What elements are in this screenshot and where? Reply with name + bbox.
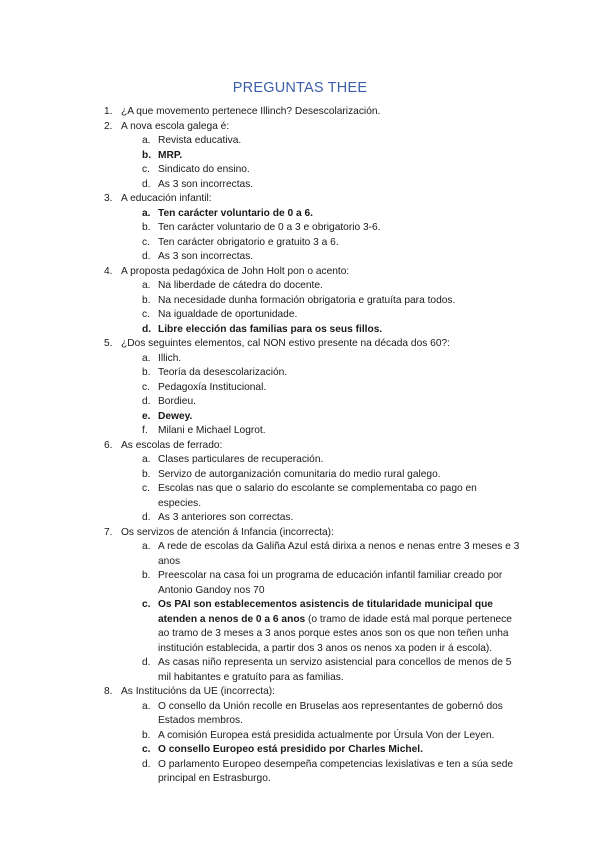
option-text: A rede de escolas da Galiña Azul está dirixa a nenos e nenas entre 3 meses e 3 anos [158,541,520,567]
option-item [0,569,600,598]
option-text: Revista educativa. [158,135,242,146]
option-item [0,236,600,251]
question-item [0,120,600,193]
option-letter: a. [142,454,151,465]
question-list [0,105,600,787]
option-text: Clases particulares de recuperación. [158,454,324,465]
question-text [0,526,600,541]
question-item [0,526,600,686]
option-letter: b. [142,222,151,233]
option-list [0,540,600,685]
option-text: Na liberdade de cátedra do docente. [158,280,323,291]
option-item [0,424,600,439]
option-text: Ten carácter voluntario de 0 a 3 e obrigatorio 3-6. [158,222,381,233]
option-letter: a. [142,280,151,291]
question-text [0,265,600,280]
question-label: ¿Dos seguintes elementos, cal NON estivo presente na década dos 60?: [121,338,451,349]
option-letter: c. [142,164,150,175]
question-number: 3. [104,193,113,204]
option-letter: c. [142,236,150,248]
option-item [0,294,600,309]
option-item [0,482,600,511]
option-item [0,395,600,410]
option-item [0,352,600,367]
option-item [0,308,600,323]
option-item-answer [0,743,600,758]
option-letter: d. [142,512,151,523]
option-item [0,511,600,526]
option-text: Sindicato do ensino. [158,164,250,175]
option-item-answer [0,598,600,656]
option-text: Pedagoxía Institucional. [158,381,267,393]
option-letter: a. [142,541,151,552]
option-item [0,163,600,178]
question-number: 6. [104,439,113,451]
option-text: A comisión Europea está presidida actualmente por Úrsula Von der Leyen. [158,729,495,741]
option-letter: d. [142,758,151,770]
option-item-answer [0,149,600,164]
option-letter: d. [142,323,152,335]
option-text: Dewey. [158,410,193,422]
option-letter: c. [142,599,151,610]
option-item [0,700,600,729]
question-text [0,120,600,135]
question-item [0,265,600,338]
option-item-answer [0,410,600,425]
option-letter: b. [142,149,152,161]
question-number: 5. [104,338,113,349]
option-note: (o tramo de idade está mal porque pertenece ao tramo de 3 meses a 3 anos porque estes anos son os que non teñen unha institución establecida, a partir dos 3 anos os nenos xa poden ir á escola). [158,613,512,654]
option-letter: c. [142,744,151,755]
question-item [0,439,600,526]
question-number: 7. [104,526,113,538]
option-letter: b. [142,367,151,378]
option-list [0,352,600,439]
option-letter: d. [142,178,151,190]
option-text: O consello da Unión recolle en Bruselas aos representantes de gobernó dos Estados membros. [158,700,503,726]
option-letter: a. [142,135,151,146]
option-text: Servizo de autorganización comunitaria do medio rural galego. [158,468,441,480]
option-text: O consello Europeo está presidido por Charles Michel. [158,744,423,755]
option-text: MRP. [158,149,183,161]
option-text: Os PAI son establecementos asistencis de titularidade municipal que atenden a nenos de 0 a 6 anos [158,599,493,625]
option-text: Ten carácter obrigatorio e gratuito 3 a 6. [158,236,339,248]
option-text: Preescolar na casa foi un programa de educación infantil familiar creado por Antonio Gandoy nos 70 [158,570,503,596]
option-item [0,729,600,744]
option-text: As 3 son incorrectas. [158,251,254,262]
option-letter: d. [142,251,151,262]
question-number: 4. [104,265,113,277]
option-text: O parlamento Europeo desempeña competencias lexislativas e ten a súa sede principal en Estrasburgo. [158,758,514,784]
option-letter: f. [142,425,148,436]
option-text: Teoría da desescolarización. [158,367,288,378]
option-text: Bordieu. [158,396,196,407]
option-item [0,178,600,193]
option-item [0,279,600,294]
option-item [0,656,600,685]
option-list [0,207,600,265]
question-number: 2. [104,120,113,132]
option-letter: a. [142,352,151,364]
page-title: PREGUNTAS THEE [232,80,368,96]
option-item [0,468,600,483]
option-letter: d. [142,396,151,407]
option-item [0,453,600,468]
option-text: Ten carácter voluntario de 0 a 6. [158,207,313,219]
option-letter: b. [142,729,151,741]
question-label: A educación infantil: [121,193,212,204]
question-item [0,685,600,787]
option-item-answer [0,323,600,338]
option-text: As casas niño representa un servizo asistencial para concellos de menos de 5 mil habitantes e gratuíto para as familias. [158,657,512,683]
option-list [0,279,600,337]
question-label: As Institucións da UE (incorrecta): [121,686,276,697]
question-item [0,105,600,120]
option-list [0,134,600,192]
option-text: Na necesidade dunha formación obrigatoria e gratuíta para todos. [158,294,456,306]
option-item [0,758,600,787]
option-text: As 3 son incorrectas. [158,178,254,190]
option-text: Escolas nas que o salario do escolante se complementaba co pago en especies. [158,483,477,509]
question-label: ¿A que movemento pertenece Illinch? Desescolarización. [121,106,381,117]
option-letter: b. [142,570,151,581]
option-item-answer [0,207,600,222]
option-list [0,700,600,787]
option-text: Illich. [158,352,182,364]
option-list [0,453,600,526]
option-letter: c. [142,483,150,494]
option-item [0,381,600,396]
option-item [0,134,600,149]
question-text [0,439,600,454]
question-number: 1. [104,106,113,117]
option-letter: b. [142,294,151,306]
question-item [0,192,600,265]
question-label: Os servizos de atención á Infancia (incorrecta): [121,526,334,538]
option-item [0,540,600,569]
option-letter: b. [142,468,151,480]
option-letter: a. [142,207,151,219]
option-text: Milani e Michael Logrot. [158,425,266,436]
option-letter: d. [142,657,151,668]
question-text [0,192,600,207]
option-text: As 3 anteriores son correctas. [158,512,294,523]
option-item [0,221,600,236]
question-item [0,337,600,439]
question-label: A nova escola galega é: [121,120,230,132]
question-number: 8. [104,686,113,697]
option-letter: e. [142,410,151,422]
question-label: As escolas de ferrado: [121,439,223,451]
option-letter: c. [142,309,150,320]
option-text: Libre elección das familias para os seus fillos. [158,323,383,335]
option-letter: a. [142,700,151,712]
option-letter: c. [142,381,150,393]
question-text [0,685,600,700]
question-label: A proposta pedagóxica de John Holt pon o acento: [121,265,350,277]
option-item [0,250,600,265]
question-text [0,105,600,120]
question-text [0,337,600,352]
option-text: Na igualdade de oportunidade. [158,309,298,320]
option-item [0,366,600,381]
